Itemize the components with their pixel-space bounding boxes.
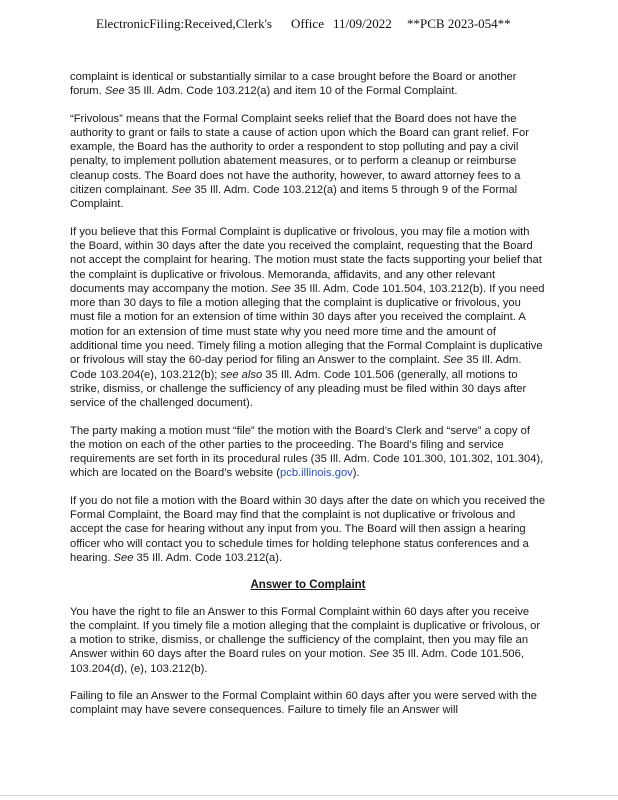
paragraph-filing-service: The party making a motion must “file” the motion with the Board’s Clerk and “serve” a copy of the motion on each of the other parties to the proceeding. The Board’s filing and service requirements are set forth in its procedural rules (35 Ill. Adm. Code 101.300, 101.302, 101.304), which are located on the Board’s website (pcb.illinois.gov). (70, 424, 544, 480)
paragraph-answer-failure: Failing to file an Answer to the Formal Complaint within 60 days after you were served with the complaint may have severe consequences. Failure to timely file an Answer will (70, 689, 537, 717)
section-heading-answer: Answer to Complaint (250, 579, 366, 592)
paragraph-answer-right: You have the right to file an Answer to this Formal Complaint within 60 days after you receive the complaint. If you timely file a motion alleging that the complaint is duplicative or frivolous, or a motion to strike, dismiss, or challenge the sufficiency of the complaint, then you may file an Answer within 60 days after the Board rules on your motion. See 35 Ill. Adm. Code 101.506, 103.204(d), (e), 103.212(b). (70, 605, 541, 675)
paragraph-no-motion: If you do not file a motion with the Board within 30 days after the date on which you received the Formal Complaint, the Board may find that the complaint is not duplicative or frivolous and accept the case for hearing without any input from you. The Board will then assign a hearing officer who will contact you to schedule times for holding telephone status conferences and a hearing. See 35 Ill. Adm. Code 103.212(a). (70, 494, 546, 564)
paragraph-duplicative-end: complaint is identical or substantially similar to a case brought before the Board or another forum. See 35 Ill. Adm. Code 103.212(a) and item 10 of the Formal Complaint. (70, 71, 517, 98)
filing-stamp-text: ElectronicFiling:Received,Clerk's (96, 16, 272, 31)
website-link[interactable]: pcb.illinois.gov (280, 467, 353, 480)
filing-stamp-date: 11/09/2022 (333, 16, 392, 31)
page-bottom-edge (0, 795, 618, 796)
filing-stamp-docket: **PCB 2023-054** (407, 16, 511, 31)
filing-stamp-office: Office (291, 16, 324, 31)
paragraph-motion: If you believe that this Formal Complaint is duplicative or frivolous, you may file a motion with the Board, within 30 days after the date you received the complaint, requesting that the Board not accept the complaint for hearing. The motion must state the facts supporting your belief that the complaint is duplicative or frivolous. Memoranda, affidavits, and any other relevant documents may accompany the motion. See 35 Ill. Adm. Code 101.504, 103.212(b). If you need more than 30 days to file a motion alleging that the complaint is duplicative or frivolous, you must file a motion for an extension of time within 30 days after you received the complaint. A motion for an extension of time must state why you need more time and the amount of additional time you need. Timely filing a motion alleging that the Formal Complaint is duplicative or frivolous will stay the 60-day period for filing an Answer to the complaint. See 35 Ill. Adm. Code 103.204(e), 103.212(b); see also 35 Ill. Adm. Code 101.506 (generally, all motions to strike, dismiss, or challenge the sufficiency of any pleading must be filed within 30 days after service of the challenged document). (70, 225, 545, 410)
paragraph-frivolous: “Frivolous” means that the Formal Complaint seeks relief that the Board does not have the authority to grant or fails to state a cause of action upon which the Board can grant relief. For example, the Board has the authority to order a respondent to stop polluting and pay a civil penalty, to implement pollution abatement measures, or to perform a cleanup or reimburse cleanup costs. The Board does not have the authority, however, to award attorney fees to a citizen complainant. See 35 Ill. Adm. Code 103.212(a) and items 5 through 9 of the Formal Complaint. (70, 112, 529, 211)
document-body (70, 70, 546, 731)
